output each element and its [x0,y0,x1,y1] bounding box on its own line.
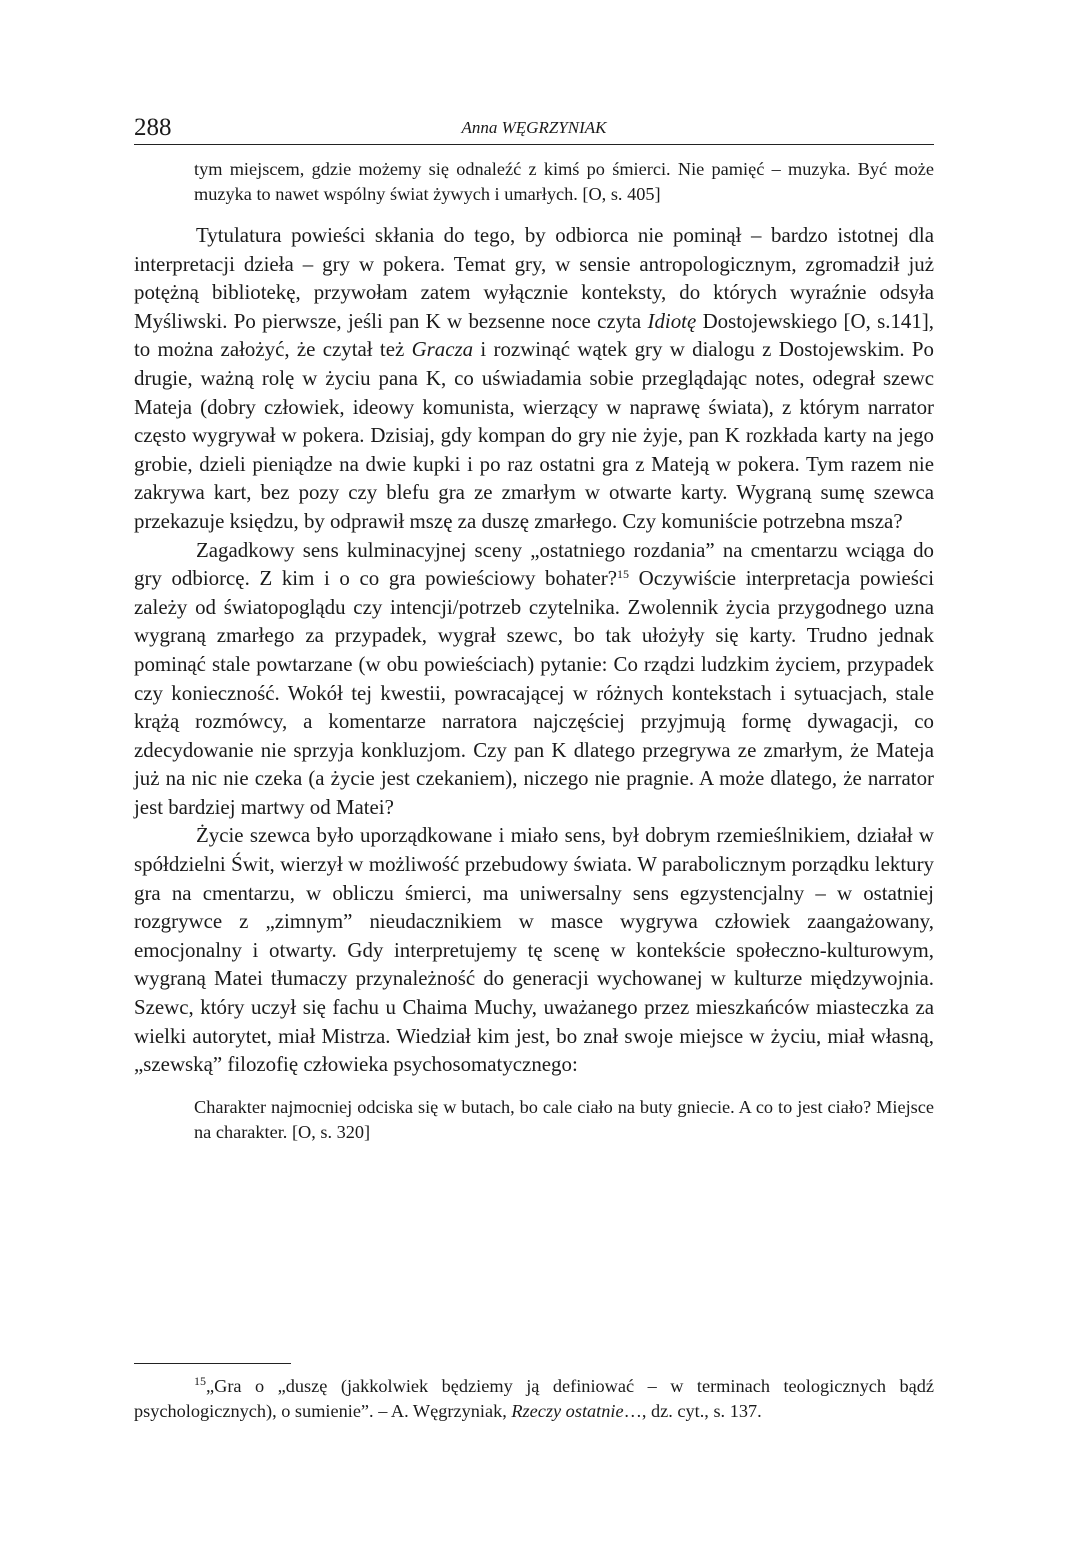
paragraph-1-text-e: i rozwinąć wątek gry w dialogu z Dostojewskim. Po drugie, ważną rolę w życiu pana K, co uświadamia sobie przeglądając notes, odegrał szewc Mateja (dobry człowiek, ideowy komunista, wierzący w naprawę świata), z którym narrator często wygrywał w pokera. Dzisiaj, gdy kompan do gry nie żyje, pan K rozkłada karty na jego grobie, dzieli pieniądze na dwie kupki i po raz ostatni gra z Mateją w pokera. Tym razem nie zakrywa kart, bez pozy czy blefu gra ze zmarłym w otwarte karty. Wygraną sumę szewca przekazuje księdzu, by odprawił mszę za duszę zmarłego. Czy komuniście potrzebna msza? [134,337,934,533]
running-head: Anna WĘGRZYNIAK [461,118,607,137]
paragraph-3: Życie szewca było uporządkowane i miało sens, był dobrym rzemieślnikiem, działał w spółdzielni Świt, wierzył w możliwość przebudowy świata. W parabolicznym porządku lektury gra na cmentarzu, w obliczu śmierci, ma uniwersalny sens egzystencjalny – w ostatniej rozgrywce z „zimnym” nieudacznikiem w masce wygrywa człowiek zaangażowany, emocjonalny i otwarty. Gdy interpretujemy tę scenę w kontekście społeczno-kulturowym, wygraną Matei tłumaczy przynależność do generacji wychowanej w kulturze międzywojnia. Szewc, który uczył się fachu u Chaima Muchy, uważanego przez mieszkańców miasteczka za wielki autorytet, miał Mistrza. Wiedział kim jest, bo znał swoje miejsce w życiu, miał własną, „szewską” filozofię człowieka psychosomatycznego: [134,823,934,1077]
paragraph-1-text-c: Dostojewskiego [O, s.141], to można założyć, że czytał też [134,308,934,362]
paragraph-2-text-a: Zagadkowy sens kulminacyjnej sceny „ostatniego rozdania” na cmentarzu wciąga do gry odbiorcę. Z kim i o co gra powieściowy bohater? [134,537,934,591]
title-idiota: Idiotę [647,308,697,333]
page-header [134,112,934,145]
footnote [134,1374,934,1424]
footnote-divider [134,1363,291,1364]
paragraph-1 [134,221,934,536]
footnote-number: 15 [194,1374,206,1388]
page-number: 288 [134,114,172,141]
paragraph-2 [134,536,934,822]
block-quote-top: tym miejscem, gdzie możemy się odnaleźć z kimś po śmierci. Nie pamięć – muzyka. Być może muzyka to nawet wspólny świat żywych i umarłych. [O, s. 405] [194,159,934,204]
page [134,112,934,1145]
paragraph-1-text-a: Tytulatura powieści skłania do tego, by odbiorca nie pominął – bardzo istotnej dla interpretacji dzieła – gry w pokera. Temat gry, w sensie antropologicznym, zgromadził już potężną bibliotekę, przywołam zatem wyłącznie konteksty, do których wyraźnie odsyła Myśliwski. Po pierwsze, jeśli pan K w bezsenne noce czyta [134,223,934,333]
body-text [134,221,934,1079]
footnote-ref[interactable]: 15 [616,567,629,582]
footnote-text-c: …, dz. cyt., s. 137. [623,1401,762,1421]
footnote-text-a: „Gra o „duszę (jakkolwiek będziemy ją definiować – w terminach teologicznych bądź psychologicznych), o sumienie”. – A. Węgrzyniak, [134,1376,934,1421]
paragraph-2-text-b: Oczywiście interpretacja powieści zależy od światopoglądu czy intencji/potrzeb czytelnika. Zwolennik życia przygodnego uzna wygraną zmarłego za przypadek, wygrał szewc, bo tak ułożyły się karty. Trudno jednak pominąć stale powtarzane (w obu powieściach) pytanie: Co rządzi ludzkim życiem, przypadek czy konieczność. Wokół tej kwestii, powracającej w różnych kontekstach i sytuacjach, stale krążą rozmówcy, a komentarze narratora najczęściej przyjmują formę dywagacji, co zdecydowanie nie sprzyja konkluzjom. Czy pan K dlatego przegrywa ze zmarłym, że Mateja już na nic nie czeka (a życie jest czekaniem), niczego nie pragnie. A może dlatego, że narrator jest bardziej martwy od Matei? [134,566,934,819]
title-gracz: Gracza [411,337,474,362]
footnote-title: Rzeczy ostatnie [511,1401,624,1421]
block-quote-bottom: Charakter najmocniej odciska się w butach, bo cale ciało na buty gniecie. A co to jest ciało? Miejsce na charakter. [O, s. 320] [194,1096,934,1142]
